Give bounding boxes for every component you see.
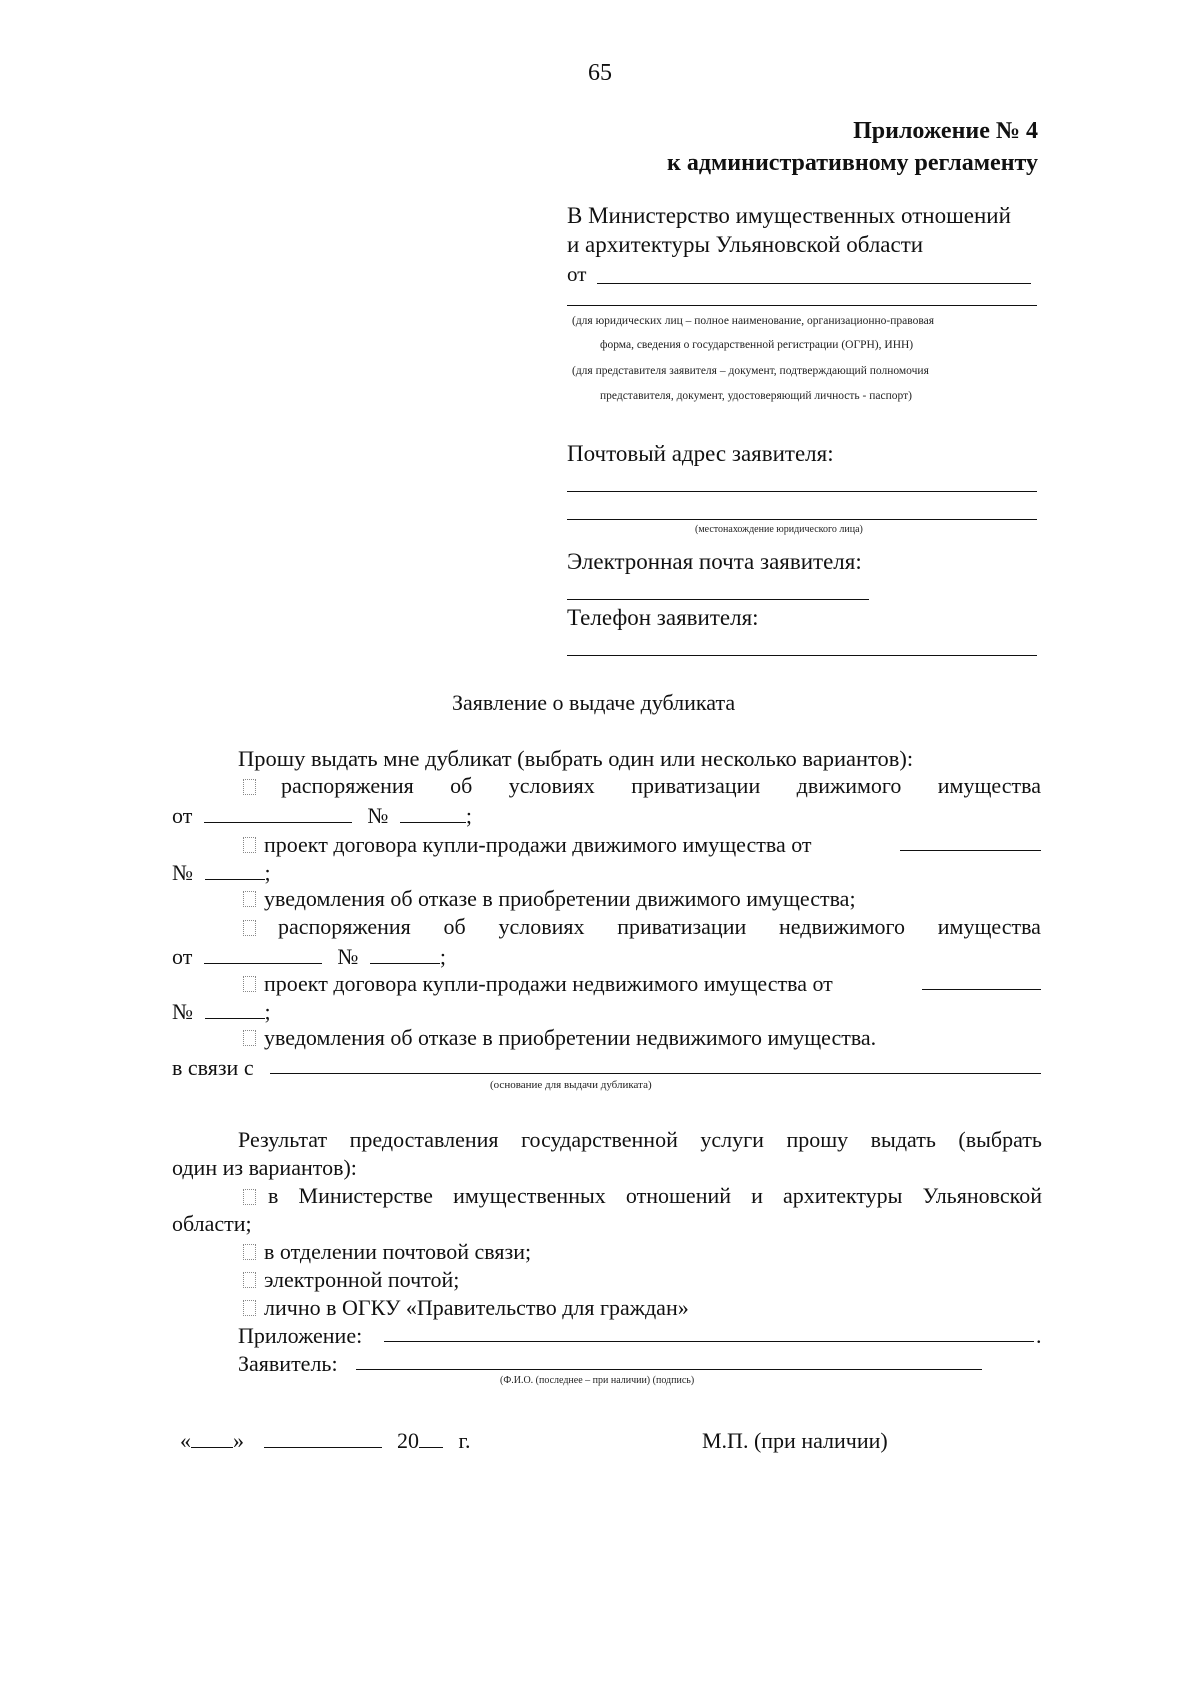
checkbox-result-post[interactable] bbox=[243, 1244, 256, 1260]
option-immovable-refusal: уведомления об отказе в приобретении недвижимого имущества. bbox=[243, 1025, 876, 1051]
email-field[interactable] bbox=[567, 599, 869, 600]
option-movable-order: распоряжения об условиях приватизации движимого имущества bbox=[281, 773, 1041, 798]
from-label: от bbox=[567, 262, 587, 286]
applicant-name-field[interactable] bbox=[597, 283, 1031, 284]
year-field[interactable] bbox=[419, 1429, 443, 1448]
result-intro-line2: один из вариантов): bbox=[172, 1155, 357, 1180]
option-immovable-contract-line2: № ; bbox=[172, 999, 271, 1024]
result-intro: Результат предоставления государственной услуги прошу выдать (выбрать bbox=[238, 1127, 1042, 1152]
day-field[interactable] bbox=[191, 1429, 233, 1448]
appendix-title: Приложение № 4 bbox=[853, 118, 1038, 144]
reason-hint: (основание для выдачи дубликата) bbox=[490, 1079, 652, 1091]
reason-label: в связи с bbox=[172, 1055, 254, 1080]
stamp-label: М.П. (при наличии) bbox=[702, 1428, 888, 1453]
option-immovable-order-line2: от № ; bbox=[172, 944, 446, 969]
email-label: Электронная почта заявителя: bbox=[567, 549, 862, 574]
postal-address-field[interactable] bbox=[567, 491, 1037, 492]
attachment-label: Приложение: bbox=[238, 1323, 363, 1348]
addressee-line2: и архитектуры Ульяновской области bbox=[567, 232, 924, 257]
immovable-contract-number-field[interactable] bbox=[205, 1000, 265, 1019]
checkbox-immovable-contract[interactable] bbox=[243, 976, 256, 992]
applicant-hint: (Ф.И.О. (последнее – при наличии) (подпись) bbox=[500, 1375, 695, 1386]
option-movable-contract-line2: № ; bbox=[172, 860, 271, 885]
date-line: « » 20 г. bbox=[180, 1428, 471, 1453]
checkbox-movable-refusal[interactable] bbox=[243, 891, 256, 907]
applicant-name-field-2[interactable] bbox=[567, 305, 1037, 306]
postal-address-field-2[interactable] bbox=[567, 519, 1037, 520]
applicant-label: Заявитель: bbox=[238, 1351, 338, 1376]
option-movable-order-line2: от № ; bbox=[172, 803, 472, 828]
result-option-post: в отделении почтовой связи; bbox=[243, 1239, 531, 1265]
checkbox-immovable-refusal[interactable] bbox=[243, 1030, 256, 1046]
checkbox-result-ministry[interactable] bbox=[243, 1189, 256, 1205]
checkbox-movable-contract[interactable] bbox=[243, 837, 256, 853]
checkbox-immovable-order[interactable] bbox=[243, 920, 256, 936]
document-title: Заявление о выдаче дубликата bbox=[452, 690, 736, 715]
page-number: 65 bbox=[588, 60, 612, 86]
month-field[interactable] bbox=[264, 1429, 382, 1448]
option-immovable-order: распоряжения об условиях приватизации недвижимого имущества bbox=[278, 914, 1041, 939]
checkbox-result-in-person[interactable] bbox=[243, 1300, 256, 1316]
option-movable-refusal: уведомления об отказе в приобретении движимого имущества; bbox=[243, 886, 856, 912]
attachment-period: . bbox=[1036, 1323, 1042, 1348]
option-movable-contract: проект договора купли-продажи движимого имущества от bbox=[243, 832, 812, 858]
appendix-subtitle: к административному регламенту bbox=[666, 150, 1038, 176]
movable-contract-number-field[interactable] bbox=[205, 861, 265, 880]
option-immovable-contract: проект договора купли-продажи недвижимого имущества от bbox=[243, 971, 833, 997]
postal-address-label: Почтовый адрес заявителя: bbox=[567, 441, 834, 466]
reason-field[interactable] bbox=[270, 1073, 1041, 1074]
immovable-contract-date-field[interactable] bbox=[922, 989, 1041, 990]
applicant-hint-2: форма, сведения о государственной регистрации (ОГРН), ИНН) bbox=[600, 339, 914, 351]
movable-contract-date-field[interactable] bbox=[900, 850, 1041, 851]
phone-label: Телефон заявителя: bbox=[567, 605, 759, 630]
applicant-hint-4: представителя, документ, удостоверяющий личность - паспорт) bbox=[600, 390, 912, 402]
checkbox-result-email[interactable] bbox=[243, 1272, 256, 1288]
result-option-email: электронной почтой; bbox=[243, 1267, 459, 1293]
result-option-ministry-line2: области; bbox=[172, 1211, 252, 1236]
attachment-field[interactable] bbox=[384, 1341, 1034, 1342]
movable-order-number-field[interactable] bbox=[400, 804, 466, 823]
postal-address-hint: (местонахождение юридического лица) bbox=[695, 524, 863, 535]
result-option-ministry: в Министерстве имущественных отношений и архитектуры Ульяновской bbox=[268, 1183, 1042, 1208]
request-intro: Прошу выдать мне дубликат (выбрать один или несколько вариантов): bbox=[238, 746, 914, 771]
applicant-hint-1: (для юридических лиц – полное наименование, организационно-правовая bbox=[572, 315, 935, 327]
checkbox-movable-order[interactable] bbox=[243, 779, 256, 795]
immovable-order-number-field[interactable] bbox=[370, 945, 440, 964]
immovable-order-date-field[interactable] bbox=[204, 945, 322, 964]
movable-order-date-field[interactable] bbox=[204, 804, 352, 823]
applicant-hint-3: (для представителя заявителя – документ, подтверждающий полномочия bbox=[572, 365, 929, 377]
applicant-signature-field[interactable] bbox=[356, 1369, 982, 1370]
result-option-in-person: лично в ОГКУ «Правительство для граждан» bbox=[243, 1295, 689, 1321]
phone-field[interactable] bbox=[567, 655, 1037, 656]
addressee-line1: В Министерство имущественных отношений bbox=[567, 203, 1011, 228]
